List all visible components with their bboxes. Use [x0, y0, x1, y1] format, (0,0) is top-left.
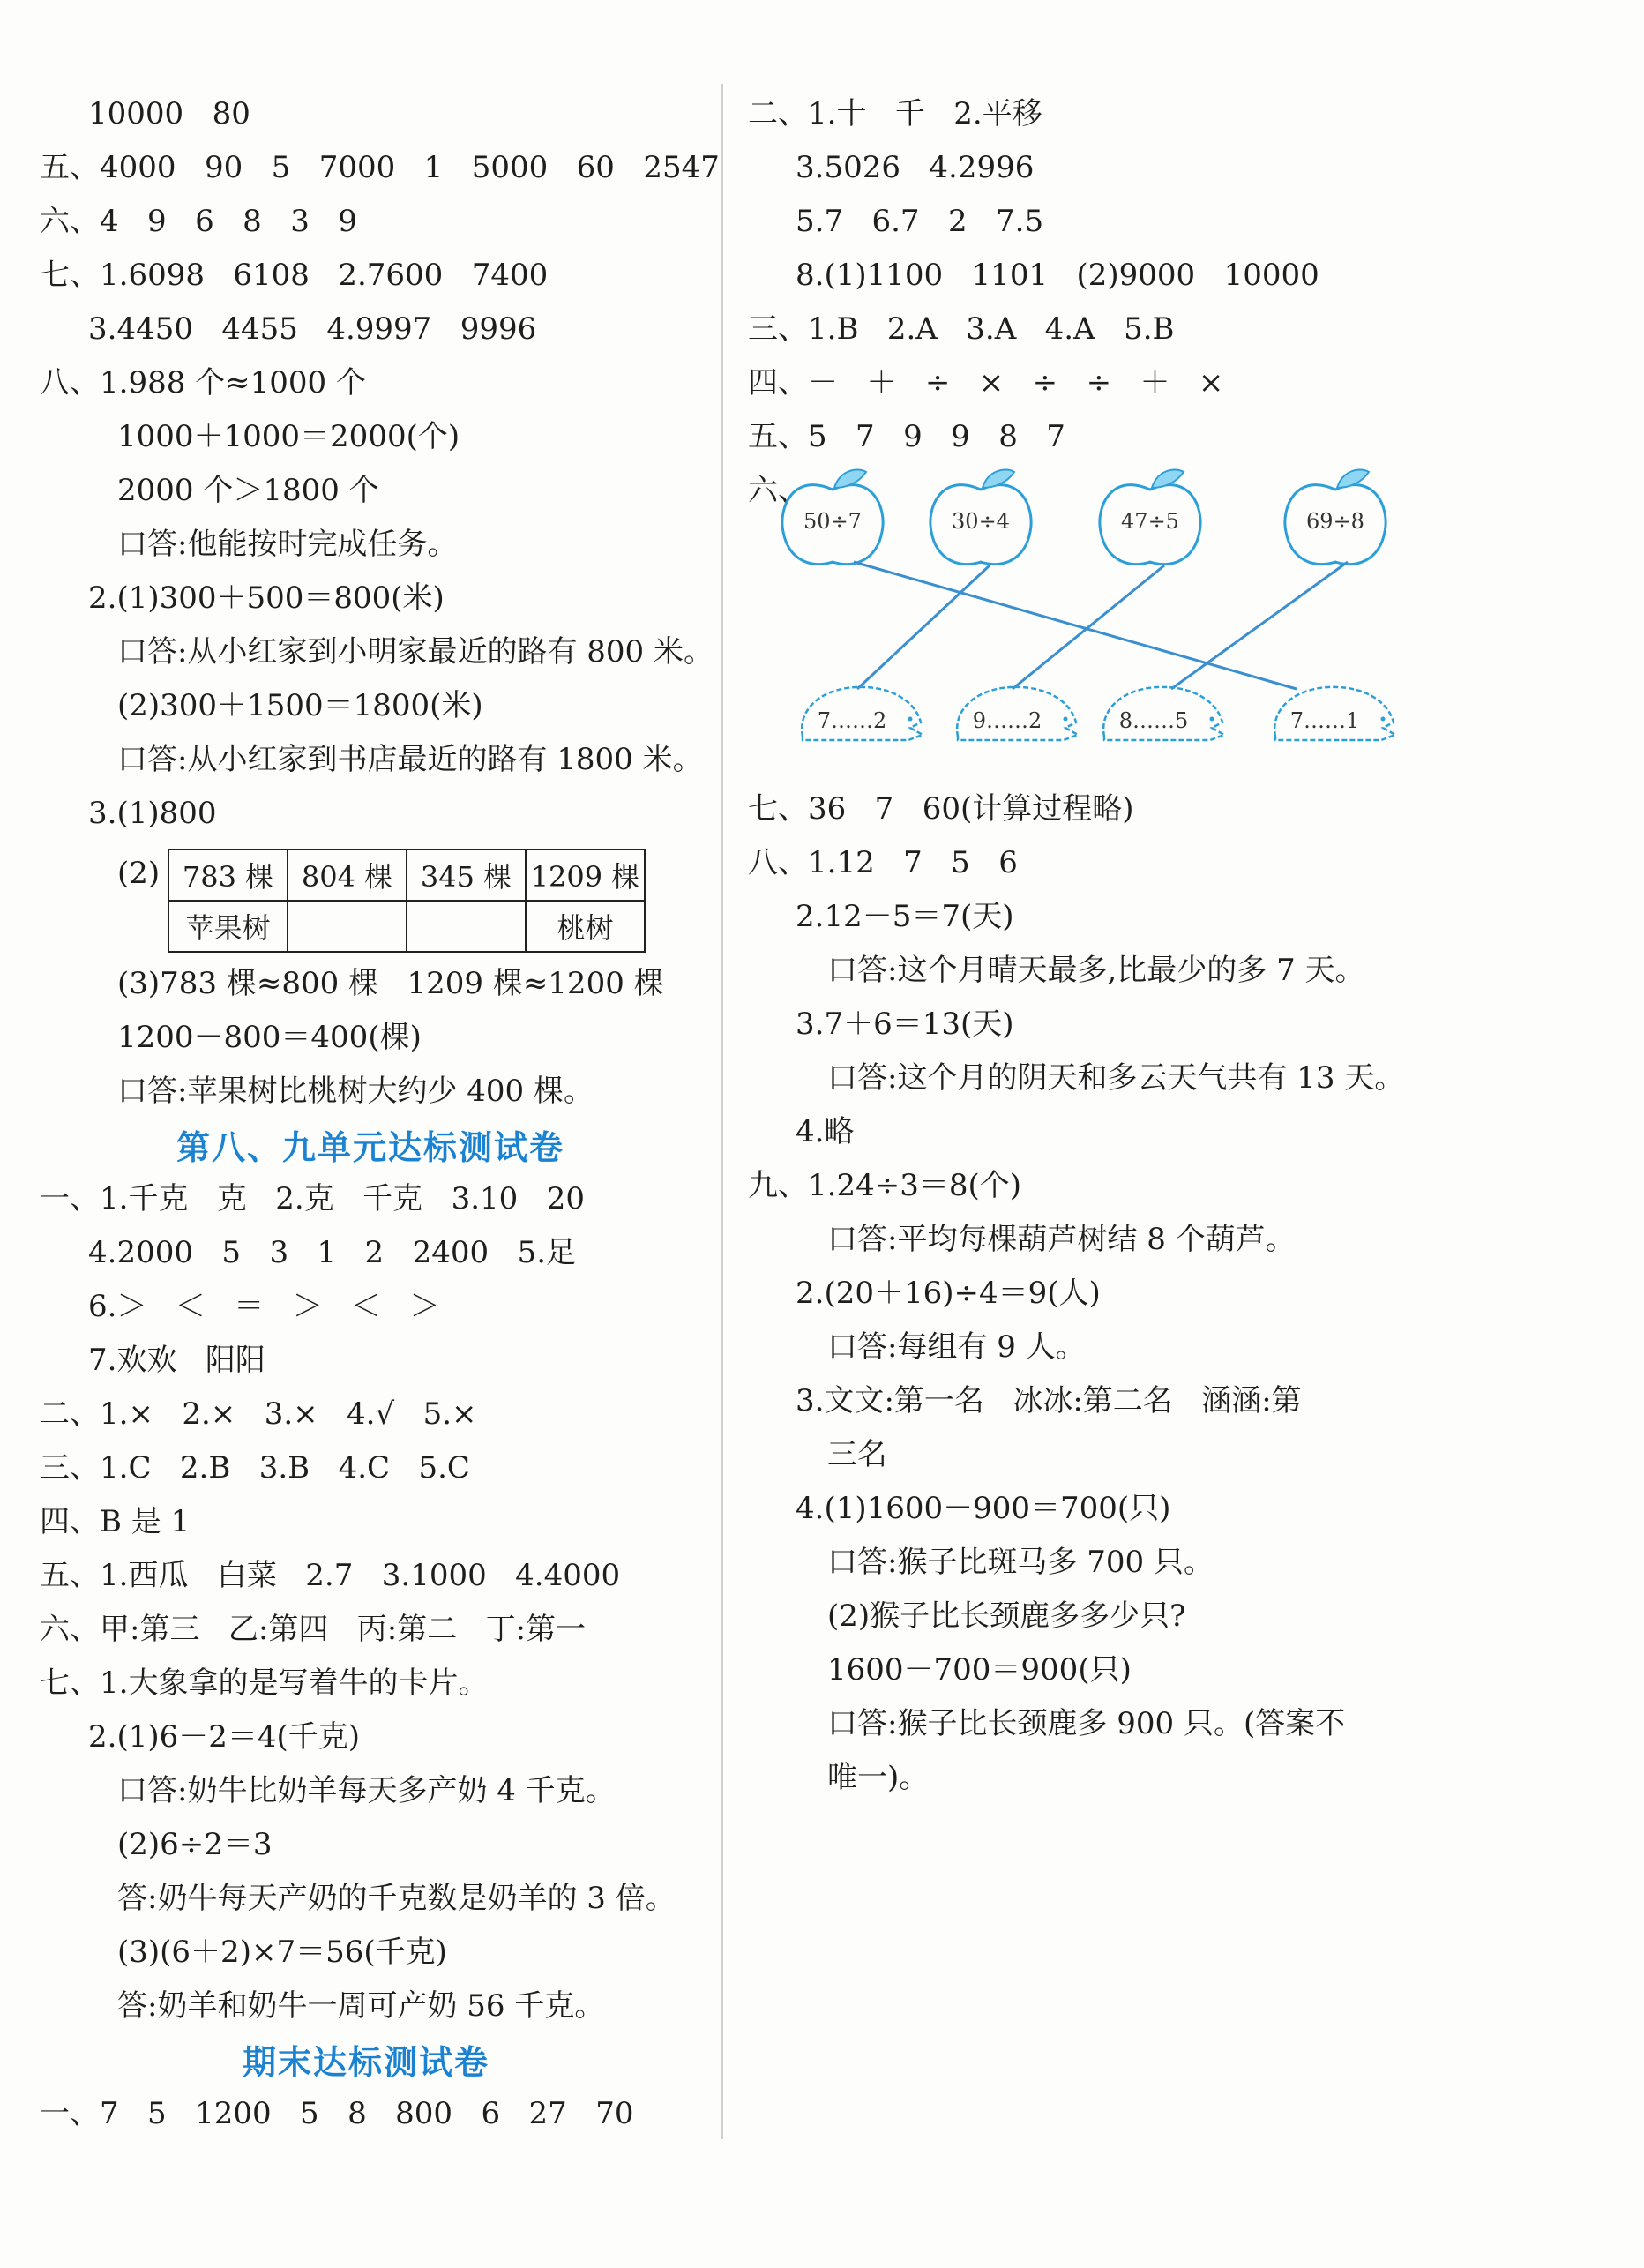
answer-line: (2)猴子比长颈鹿多多少只?	[827, 1598, 1186, 1634]
answer-line: 3.(1)800	[88, 796, 217, 831]
table-cell: 苹果树	[168, 901, 288, 952]
table-cell: 桃树	[526, 901, 645, 952]
section-heading: 第八、九单元达标测试卷	[176, 1127, 565, 1167]
answer-line: 口答:苹果树比桃树大约少 400 棵。	[117, 1074, 594, 1109]
answer-line: 唯一)。	[827, 1760, 930, 1795]
match-line	[854, 562, 1297, 689]
answer-line: 四、B 是 1	[40, 1504, 191, 1539]
answer-line: 8.(1)1100 1101 (2)9000 10000	[796, 258, 1319, 293]
table-cell: 804 棵	[288, 850, 407, 901]
table-row	[168, 850, 645, 901]
table-cell	[407, 901, 526, 952]
hedgehog-remainder: 7……1	[1289, 708, 1360, 733]
answer-line: 二、1.十 千 2.平移	[748, 96, 1042, 131]
answer-line: 4.略	[796, 1114, 855, 1149]
answer-line: 3.4450 4455 4.9997 9996	[88, 311, 537, 347]
answer-line: 六、	[748, 473, 808, 508]
answer-line: 3.文文:第一名 冰冰:第二名 涵涵:第	[796, 1383, 1302, 1418]
hedgehog-card	[802, 687, 923, 740]
answer-line: 2.(1)6－2＝4(千克)	[88, 1719, 361, 1755]
answer-line: 五、4000 90 5 7000 1 5000 60 2547	[40, 150, 720, 185]
answer-line: 口答:这个月的阴天和多云天气共有 13 天。	[827, 1060, 1405, 1096]
answer-line: 一、1.千克 克 2.克 千克 3.10 20	[40, 1181, 585, 1216]
answer-line: 口答:从小红家到书店最近的路有 1800 米。	[117, 742, 703, 777]
hedgehog-card	[1274, 687, 1395, 740]
answer-line: 答:奶羊和奶牛一周可产奶 56 千克。	[117, 1988, 605, 2024]
match-line	[1171, 562, 1348, 689]
answer-line: 八、1.988 个≈1000 个	[40, 365, 366, 400]
answer-line: (2)300＋1500＝1800(米)	[117, 688, 483, 723]
answer-line: 1600－700＝900(只)	[827, 1652, 1132, 1688]
answer-line: 二、1.× 2.× 3.× 4.√ 5.×	[40, 1396, 477, 1432]
apple-expression: 69÷8	[1306, 509, 1364, 534]
answer-line: 10000 80	[88, 96, 250, 131]
answer-line: 三、1.C 2.B 3.B 4.C 5.C	[40, 1450, 470, 1486]
answer-line: 四、－ ＋ ÷ × ÷ ÷ ＋ ×	[748, 365, 1224, 400]
hedgehog-remainder: 7……2	[817, 708, 887, 733]
answer-line: 三、1.B 2.A 3.A 4.A 5.B	[748, 311, 1175, 347]
answer-line: 口答:奶牛比奶羊每天多产奶 4 千克。	[117, 1773, 616, 1808]
answer-line: 口答:猴子比长颈鹿多 900 只。(答案不	[827, 1706, 1346, 1741]
answer-line: (3)783 棵≈800 棵 1209 棵≈1200 棵	[117, 966, 664, 1001]
hedgehog-card	[1103, 687, 1224, 740]
answer-line: 6.＞ ＜ ＝ ＞ ＜ ＞	[88, 1289, 440, 1324]
answer-line: 2000 个＞1800 个	[117, 473, 379, 508]
apple-card	[1285, 469, 1386, 564]
table-row	[168, 901, 645, 952]
matching-diagram	[776, 463, 1411, 781]
section-heading: 期末达标测试卷	[243, 2042, 490, 2082]
answer-line: 九、1.24÷3＝8(个)	[748, 1168, 1021, 1203]
column-divider	[721, 84, 723, 2139]
table-cell: 1209 棵	[526, 850, 645, 901]
answer-line: 2.(20＋16)÷4＝9(人)	[796, 1276, 1101, 1311]
match-line	[857, 565, 990, 689]
answer-line: 口答:猴子比斑马多 700 只。	[827, 1545, 1214, 1580]
answer-line: 1000＋1000＝2000(个)	[117, 419, 460, 454]
answer-line: 七、1.6098 6108 2.7600 7400	[40, 258, 549, 293]
answer-line: 五、5 7 9 9 8 7	[748, 419, 1065, 454]
tree-table	[168, 849, 646, 953]
answer-line: 五、1.西瓜 白菜 2.7 3.1000 4.4000	[40, 1558, 621, 1593]
hedgehog-remainder: 8……5	[1118, 708, 1189, 733]
answer-line: 一、7 5 1200 5 8 800 6 27 70	[40, 2096, 634, 2131]
hedgehog-remainder: 9……2	[972, 708, 1042, 733]
apple-card	[930, 469, 1031, 564]
hedgehog-eye-icon	[908, 717, 913, 722]
hedgehog-eye-icon	[1210, 717, 1214, 722]
answer-line: 1200－800＝400(棵)	[117, 1020, 422, 1055]
answer-line: 八、1.12 7 5 6	[748, 845, 1018, 880]
apple-expression: 30÷4	[952, 509, 1010, 534]
answer-line: 3.7＋6＝13(天)	[796, 1007, 1014, 1042]
answer-line: 口答:这个月晴天最多,比最少的多 7 天。	[827, 953, 1365, 988]
answer-line: 口答:平均每棵葫芦树结 8 个葫芦。	[827, 1222, 1296, 1257]
answer-line: 4.2000 5 3 1 2 2400 5.足	[88, 1235, 576, 1270]
answer-line: 5.7 6.7 2 7.5	[796, 204, 1044, 239]
answer-line: (2)	[117, 856, 161, 891]
answer-line: 七、1.大象拿的是写着牛的卡片。	[40, 1665, 489, 1701]
apple-expression: 50÷7	[803, 509, 862, 534]
answer-line: 2.12－5＝7(天)	[796, 899, 1014, 934]
answer-line: 六、甲:第三 乙:第四 丙:第二 丁:第一	[40, 1612, 587, 1647]
apple-card	[782, 469, 883, 564]
apple-card	[1100, 469, 1200, 564]
answer-line: 3.5026 4.2996	[796, 150, 1035, 185]
answer-line: 口答:他能按时完成任务。	[117, 527, 458, 562]
hedgehog-eye-icon	[1381, 717, 1386, 722]
table-cell: 345 棵	[407, 850, 526, 901]
answer-line: 口答:每组有 9 人。	[827, 1329, 1086, 1365]
table-cell: 783 棵	[168, 850, 288, 901]
match-line	[1013, 565, 1164, 689]
hedgehog-eye-icon	[1064, 717, 1068, 722]
answer-line: 三名	[827, 1437, 887, 1472]
answer-line: 六、4 9 6 8 3 9	[40, 204, 357, 239]
answer-line: (3)(6＋2)×7＝56(千克)	[117, 1935, 447, 1970]
apple-expression: 47÷5	[1121, 509, 1179, 534]
answer-line: 2.(1)300＋500＝800(米)	[88, 580, 445, 616]
answer-line: 7.欢欢 阳阳	[88, 1343, 265, 1378]
answer-line: 口答:从小红家到小明家最近的路有 800 米。	[117, 634, 714, 670]
hedgehog-card	[957, 687, 1078, 740]
answer-line: (2)6÷2＝3	[117, 1827, 273, 1862]
answer-line: 4.(1)1600－900＝700(只)	[796, 1491, 1171, 1526]
table-cell	[288, 901, 407, 952]
answer-line: 七、36 7 60(计算过程略)	[748, 791, 1134, 827]
answer-line: 答:奶牛每天产奶的千克数是奶羊的 3 倍。	[117, 1881, 676, 1916]
